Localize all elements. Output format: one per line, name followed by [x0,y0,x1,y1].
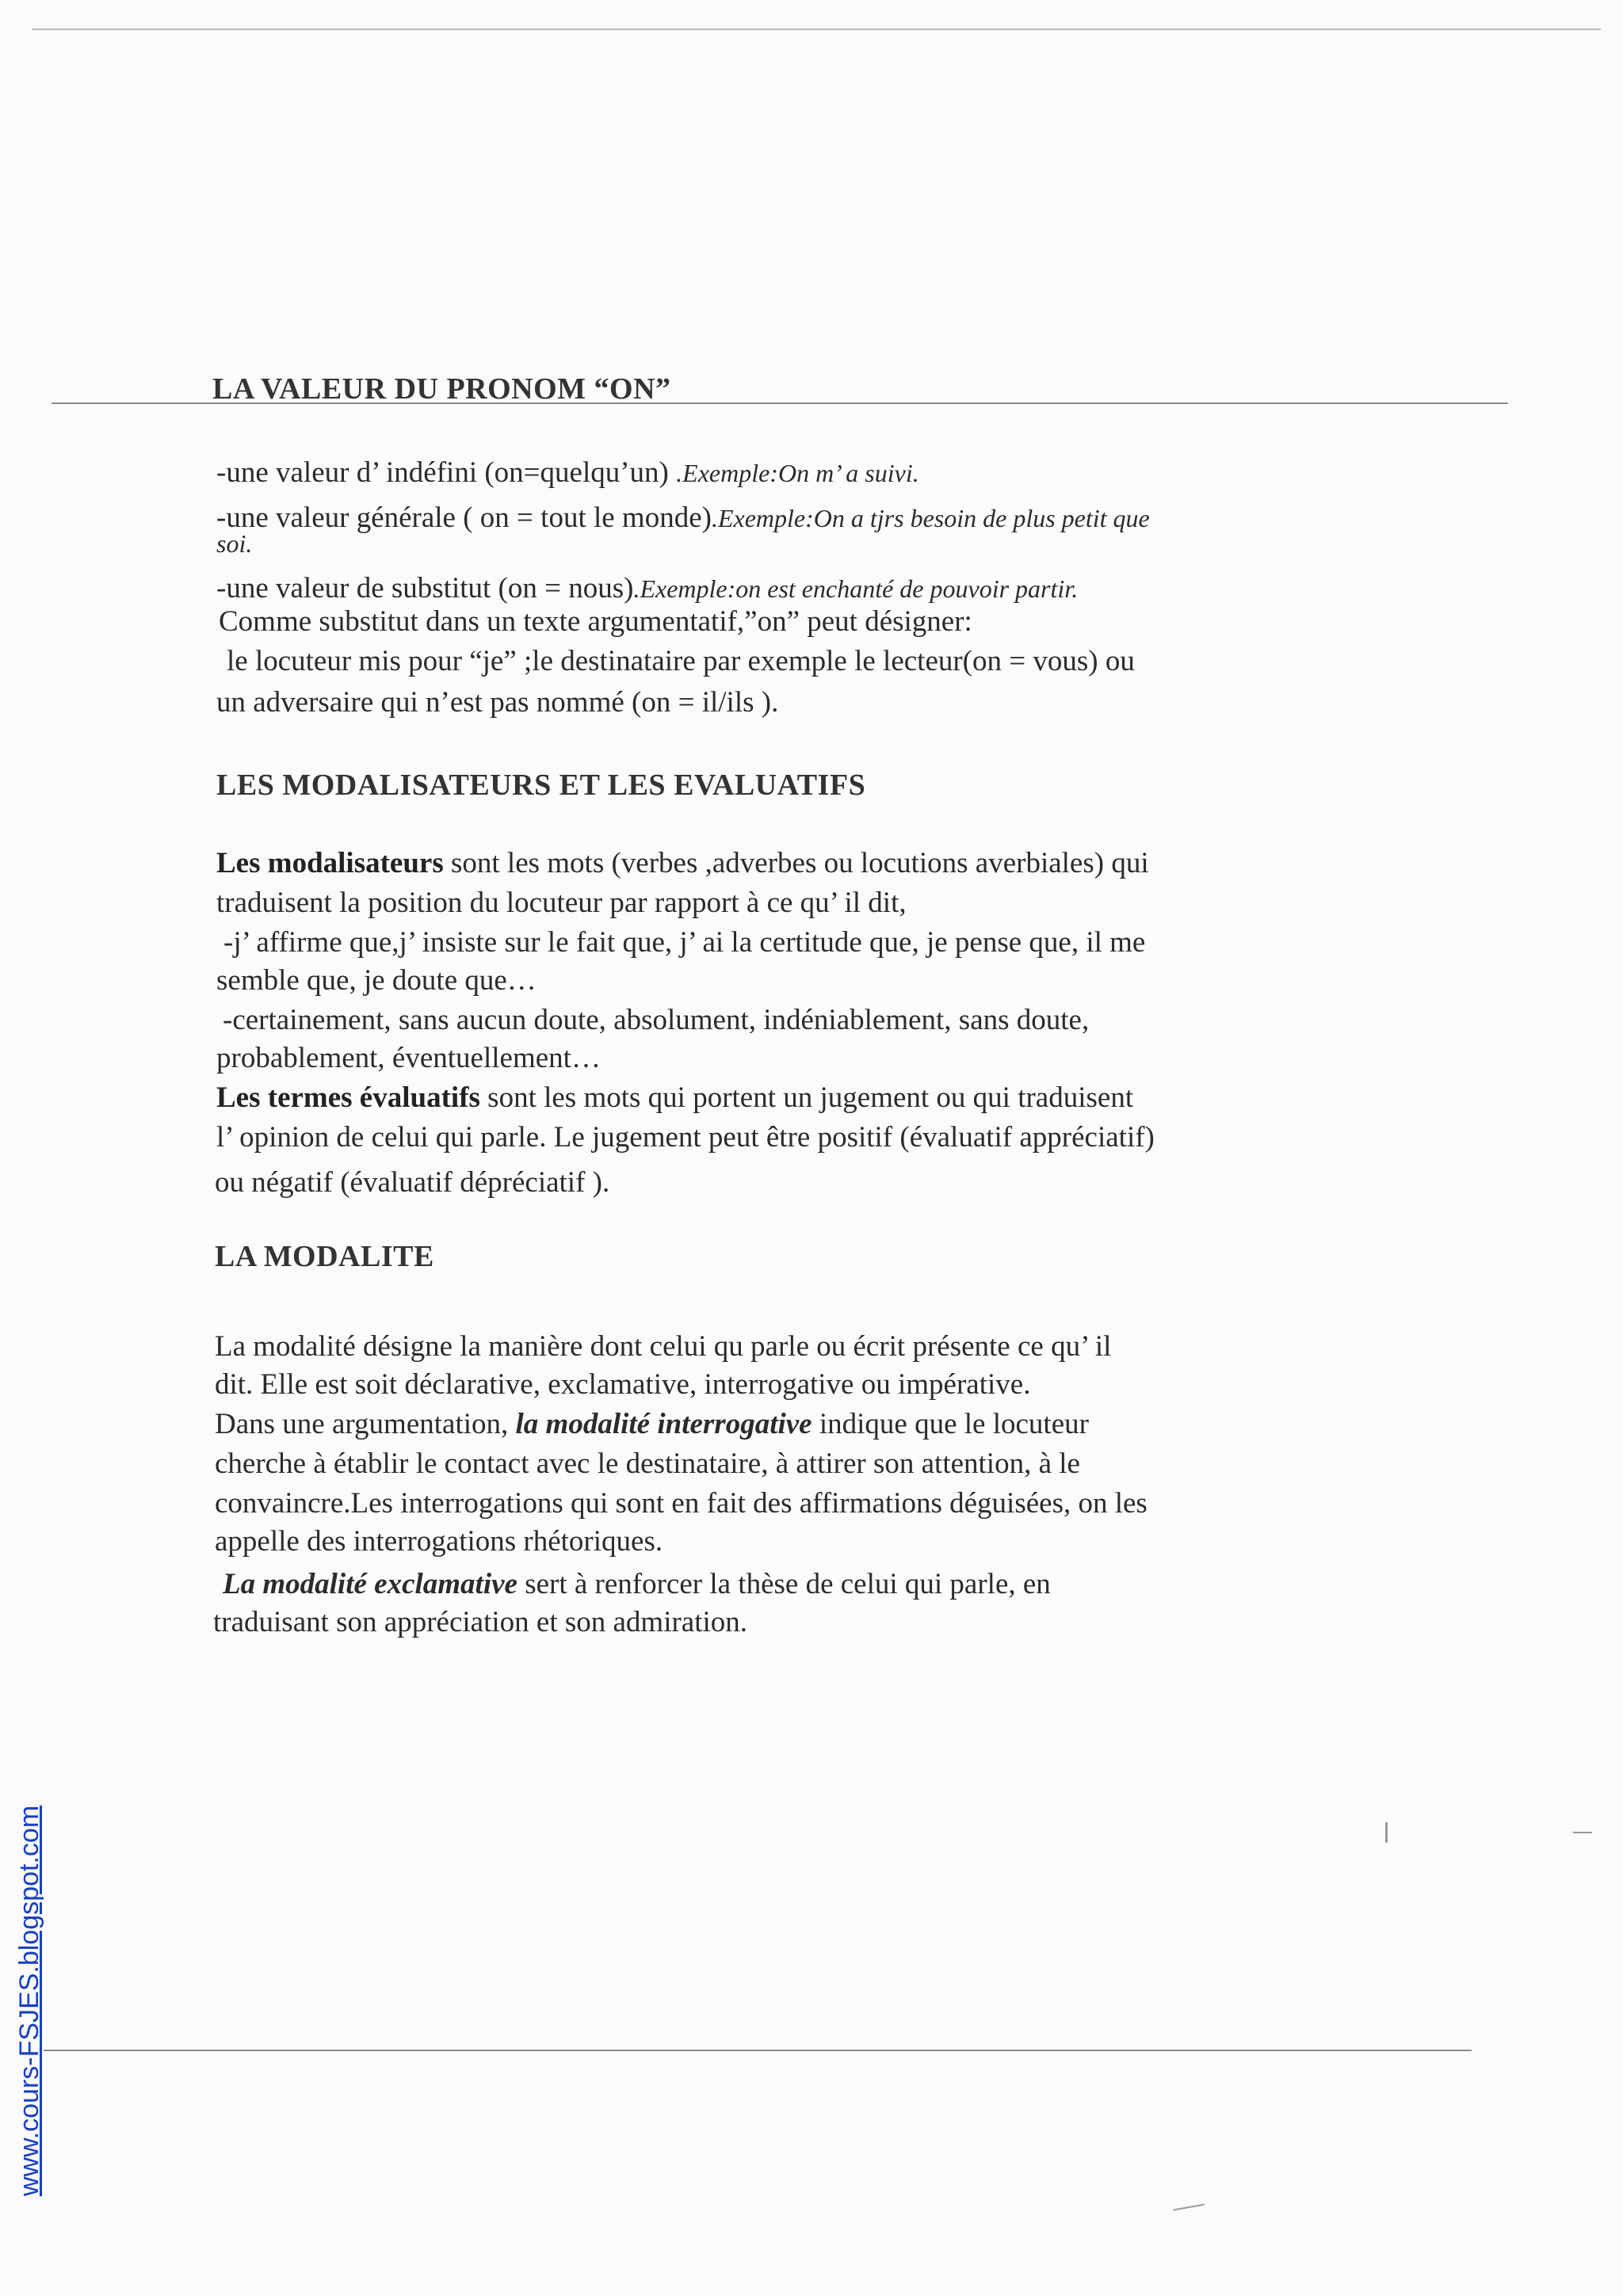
text-segment: LES MODALISATEURS ET LES EVALUATIFS [216,769,866,802]
text-segment: traduisent la position du locuteur par rapport à ce qu’ il dit, [216,887,907,919]
text-segment: -une valeur générale ( on = tout le monde) [216,502,712,534]
text-segment: -une valeur de substitut (on = nous) [216,572,634,605]
text-segment: indique que le locuteur [812,1408,1089,1440]
footer-divider [44,2050,1472,2051]
text-segment: Dans une argumentation, [215,1408,516,1440]
text-line [213,1605,747,1640]
text-segment: semble que, je doute que… [216,964,537,997]
text-line [216,456,919,490]
text-segment: LA VALEUR DU PRONOM “ON” [212,372,671,406]
example-text: .Exemple:on est enchanté de pouvoir partir. [633,574,1079,603]
text-segment: -j’ affirme que,j’ insiste sur le fait que, j’ ai la certitude que, je pense que, il me [223,926,1146,959]
text-segment: -certainement, sans aucun doute, absolument, indéniablement, sans doute, [223,1004,1090,1036]
text-segment: La modalité désigne la manière dont celui qu parle ou écrit présente ce qu’ il [215,1330,1112,1363]
text-segment: traduisant son appréciation et son admiration. [213,1606,748,1638]
text-segment: -une valeur d’ indéfini (on=quelqu’un) [216,456,677,489]
scan-mark [1385,1822,1388,1843]
text-segment: ou négatif (évaluatif dépréciatif ). [215,1166,610,1199]
text-line [215,1367,1030,1402]
section-heading [215,1239,434,1274]
text-line [227,644,1135,679]
text-segment: le locuteur mis pour “je” ;le destinataire par exemple le lecteur(on = vous) ou [227,645,1135,677]
text-segment: l’ opinion de celui qui parle. Le jugement peut être positif (évaluatif appréciatif) [216,1121,1155,1154]
scan-mark [1173,2204,1205,2211]
text-segment: probablement, éventuellement… [216,1042,601,1074]
text-line [216,1120,1155,1155]
section-heading [216,768,865,803]
text-line [215,1486,1148,1521]
bold-term: Les termes évaluatifs [216,1081,480,1114]
text-line [216,571,1078,606]
top-edge-line [32,29,1601,30]
text-line [216,526,252,561]
text-line [215,1524,663,1559]
watermark-link[interactable]: www.cours-FSJES.blogspot.com [14,1805,44,2196]
text-segment: Comme substitut dans un texte argumentatif,”on” peut désigner: [219,605,972,638]
text-line [215,1407,1089,1442]
text-segment: convaincre.Les interrogations qui sont en fait des affirmations déguisées, on les [215,1487,1148,1520]
example-text: .Exemple:On m’ a suivi. [676,459,919,487]
text-line [219,605,972,639]
text-line [223,1003,1089,1038]
text-segment: sont les mots qui portent un jugement ou qui traduisent [479,1081,1134,1114]
text-segment: sert à renforcer la thèse de celui qui parle, en [517,1568,1051,1600]
example-text: .Exemple:On a tjrs besoin de plus petit que [711,504,1150,532]
text-line [215,1329,1111,1364]
text-segment: sont les mots (verbes ,adverbes ou locutions averbiales) qui [443,847,1149,879]
text-line [216,1041,601,1076]
section-heading [212,372,671,406]
text-line [223,925,1145,960]
text-line [216,1081,1133,1116]
example-text: soi. [216,529,253,558]
text-segment: un adversaire qui n’est pas nommé (on = il/ils ). [216,686,779,719]
text-line [215,1447,1080,1482]
text-segment: dit. Elle est soit déclarative, exclamative, interrogative ou impérative. [215,1368,1031,1401]
text-line [216,685,778,720]
text-segment: appelle des interrogations rhétoriques. [215,1525,663,1558]
text-line [216,846,1149,881]
bold-term: Les modalisateurs [216,847,444,879]
emphasis-term: La modalité exclamative [223,1568,517,1600]
emphasis-term: la modalité interrogative [515,1408,812,1440]
text-line [216,963,537,998]
text-segment: cherche à établir le contact avec le destinataire, à attirer son attention, à le [215,1447,1080,1480]
scan-mark [1573,1832,1592,1833]
text-line [215,1165,609,1200]
text-line [216,886,907,921]
text-line [223,1567,1051,1602]
text-line [216,501,1150,536]
text-segment: LA MODALITE [215,1240,434,1273]
